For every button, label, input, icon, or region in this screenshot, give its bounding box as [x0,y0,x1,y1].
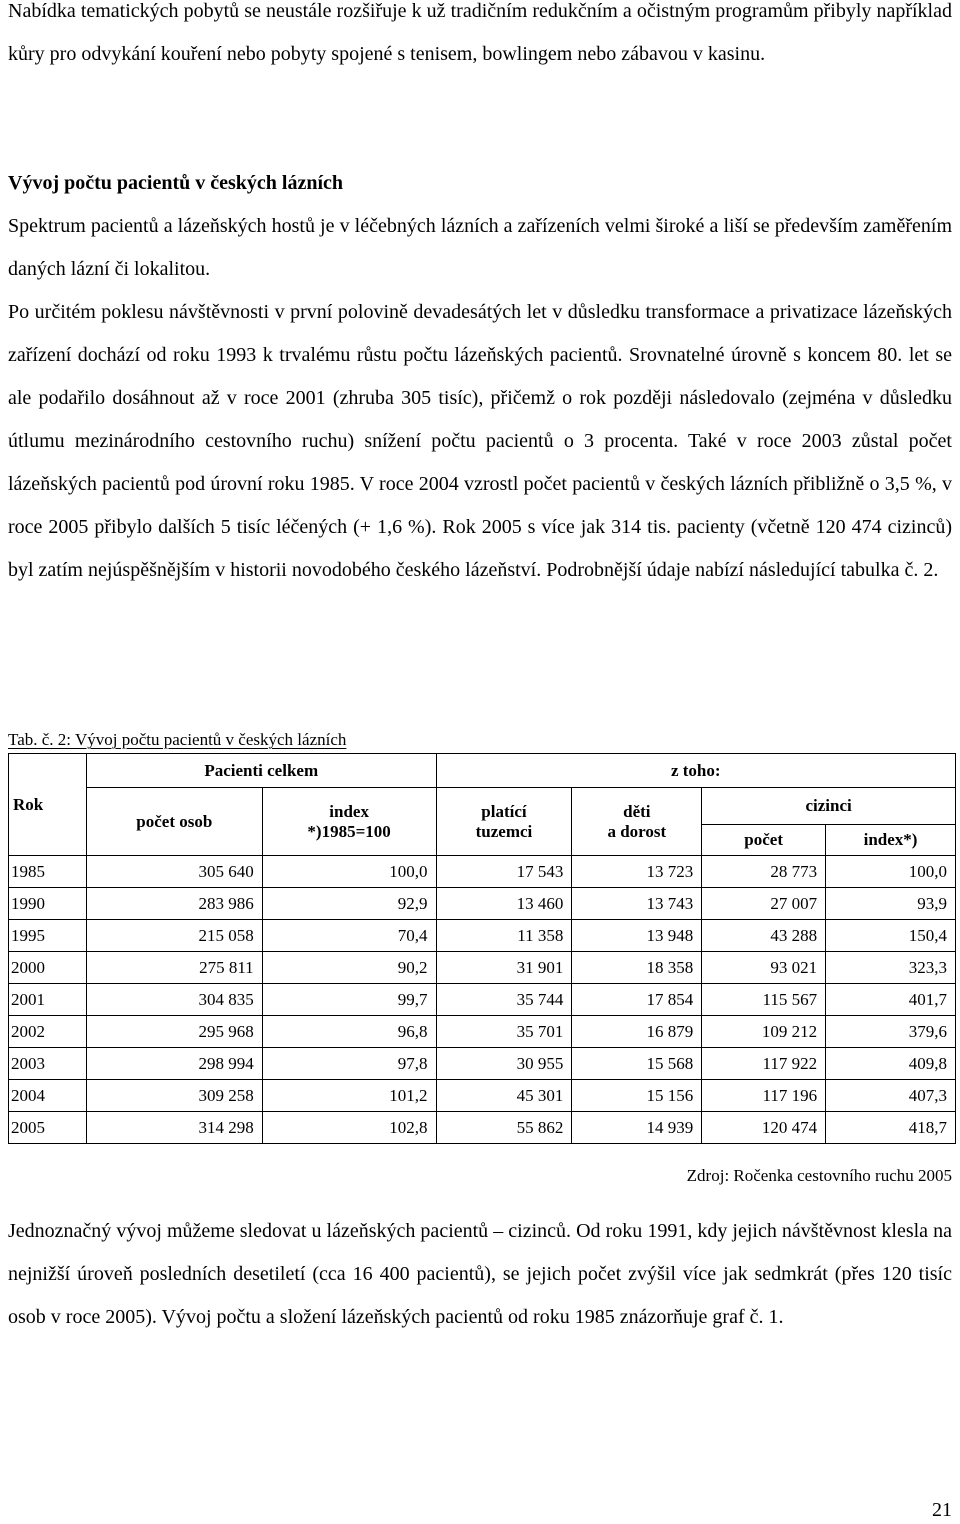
table-cell-cizinci-index: 418,7 [826,1112,956,1144]
table-cell-year: 2005 [9,1112,87,1144]
table-cell-year: 2000 [9,952,87,984]
page-number: 21 [932,1499,952,1521]
table-cell-year: 1985 [9,856,87,888]
table-cell-year: 1990 [9,888,87,920]
table-cell-tuzemci: 35 701 [436,1016,572,1048]
table-source: Zdroj: Ročenka cestovního ruchu 2005 [686,1166,952,1185]
header-cizinci-index: index*) [826,825,956,856]
table-cell-tuzemci: 35 744 [436,984,572,1016]
table-cell-tuzemci: 55 862 [436,1112,572,1144]
header-platici-line1: platící [481,801,527,821]
table-cell-deti: 15 568 [572,1048,702,1080]
table-row [9,856,956,888]
table-cell-osob: 314 298 [86,1112,262,1144]
spektrum-paragraph: Spektrum pacientů a lázeňských hostů je v léčebných lázních a zařízeních velmi široké a liší se především zaměřením daných lázní či lokalitou. [8,215,952,280]
table-cell-cizinci-index: 100,0 [826,856,956,888]
table-cell-index: 102,8 [262,1112,436,1144]
header-index-line1: index [329,801,369,821]
header-index [262,788,436,856]
table-cell-deti: 16 879 [572,1016,702,1048]
table-cell-cizinci: 117 922 [702,1048,826,1080]
table-cell-cizinci-index: 323,3 [826,952,956,984]
header-deti-line2: a dorost [607,821,667,841]
header-platici [436,788,572,856]
table-cell-cizinci-index: 401,7 [826,984,956,1016]
table-cell-cizinci-index: 407,3 [826,1080,956,1112]
table-cell-tuzemci: 31 901 [436,952,572,984]
header-deti-line1: děti [623,801,651,821]
table-caption: Tab. č. 2: Vývoj počtu pacientů v českých lázních [8,730,347,749]
table-cell-tuzemci: 45 301 [436,1080,572,1112]
table-cell-deti: 13 723 [572,856,702,888]
table-cell-osob: 283 986 [86,888,262,920]
header-rok: Rok [9,754,87,856]
intro-paragraph: Nabídka tematických pobytů se neustále rozšiřuje k už tradičním redukčním a očistným programům přibyly například kůry pro odvykání kouření nebo pobyty spojené s tenisem, bowlingem nebo zábavou v kasinu. [8,0,952,65]
table-cell-year: 2003 [9,1048,87,1080]
table-cell-deti: 14 939 [572,1112,702,1144]
header-cizinci-pocet: počet [702,825,826,856]
table-cell-osob: 305 640 [86,856,262,888]
table-cell-osob: 309 258 [86,1080,262,1112]
table-cell-index: 96,8 [262,1016,436,1048]
table-cell-osob: 304 835 [86,984,262,1016]
table-cell-cizinci-index: 93,9 [826,888,956,920]
table-cell-year: 2004 [9,1080,87,1112]
table-row [9,1112,956,1144]
table-cell-index: 70,4 [262,920,436,952]
header-pacienti-celkem: Pacienti celkem [86,754,436,788]
table-cell-deti: 13 743 [572,888,702,920]
header-deti [572,788,702,856]
table-cell-tuzemci: 13 460 [436,888,572,920]
table-cell-cizinci: 93 021 [702,952,826,984]
header-index-line2: *)1985=100 [307,821,391,841]
table-row [9,952,956,984]
table-cell-tuzemci: 17 543 [436,856,572,888]
table-row [9,1080,956,1112]
table-row [9,1016,956,1048]
table-cell-osob: 295 968 [86,1016,262,1048]
table-cell-cizinci-index: 379,6 [826,1016,956,1048]
header-cizinci: cizinci [702,788,956,825]
patients-table [8,753,956,1144]
header-platici-line2: tuzemci [475,821,533,841]
header-z-toho: z toho: [436,754,955,788]
table-cell-deti: 13 948 [572,920,702,952]
poklesu-paragraph: Po určitém poklesu návštěvnosti v první polovině devadesátých let v důsledku transformace a privatizace lázeňských zařízení dochází od roku 1993 k trvalému růstu počtu lázeňských pacientů. Srovnatelné úrovně s koncem 80. let se ale podařilo dosáhnout až v roce 2001 (zhruba 305 tisíc), přičemž o rok později následovalo (zejména v důsledku útlumu mezinárodního cestovního ruchu) snížení počtu pacientů o 3 procenta. Také v roce 2003 zůstal počet lázeňských pacientů pod úrovní roku 1985. V roce 2004 vzrostl počet pacientů v českých lázních přibližně o 3,5 %, v roce 2005 přibylo dalších 5 tisíc léčených (+ 1,6 %). Rok 2005 s více jak 314 tis. pacienty (včetně 120 474 cizinců) byl zatím nejúspěšnějším v historii novodobého českého lázeňství. Podrobnější údaje nabízí následující tabulka č. 2. [8,301,952,581]
table-cell-deti: 15 156 [572,1080,702,1112]
table-cell-cizinci-index: 409,8 [826,1048,956,1080]
table-cell-year: 1995 [9,920,87,952]
table-cell-index: 99,7 [262,984,436,1016]
table-cell-osob: 298 994 [86,1048,262,1080]
table-cell-index: 90,2 [262,952,436,984]
table-cell-cizinci: 117 196 [702,1080,826,1112]
table-cell-cizinci-index: 150,4 [826,920,956,952]
table-row [9,888,956,920]
table-cell-year: 2001 [9,984,87,1016]
table-cell-tuzemci: 30 955 [436,1048,572,1080]
table-cell-osob: 275 811 [86,952,262,984]
table-cell-cizinci: 120 474 [702,1112,826,1144]
table-cell-index: 92,9 [262,888,436,920]
table-cell-index: 97,8 [262,1048,436,1080]
closing-paragraph: Jednoznačný vývoj můžeme sledovat u lázeňských pacientů – cizinců. Od roku 1991, kdy jejich návštěvnost klesla na nejnižší úroveň posledních desetiletí (cca 16 400 pacientů), se jejich počet zvýšil více jak sedmkrát (přes 120 tisíc osob v roce 2005). Vývoj počtu a složení lázeňských pacientů od roku 1985 znázorňuje graf č. 1. [8,1220,952,1328]
table-row [9,1048,956,1080]
section-heading: Vývoj počtu pacientů v českých lázních [8,172,343,194]
table-cell-osob: 215 058 [86,920,262,952]
table-cell-cizinci: 28 773 [702,856,826,888]
table-cell-index: 100,0 [262,856,436,888]
table-cell-cizinci: 27 007 [702,888,826,920]
table-cell-cizinci: 43 288 [702,920,826,952]
table-cell-deti: 17 854 [572,984,702,1016]
table-cell-index: 101,2 [262,1080,436,1112]
header-pocet-osob: počet osob [86,788,262,856]
table-cell-deti: 18 358 [572,952,702,984]
table-row [9,984,956,1016]
table-cell-cizinci: 109 212 [702,1016,826,1048]
table-cell-year: 2002 [9,1016,87,1048]
table-cell-tuzemci: 11 358 [436,920,572,952]
table-row [9,920,956,952]
table-cell-cizinci: 115 567 [702,984,826,1016]
